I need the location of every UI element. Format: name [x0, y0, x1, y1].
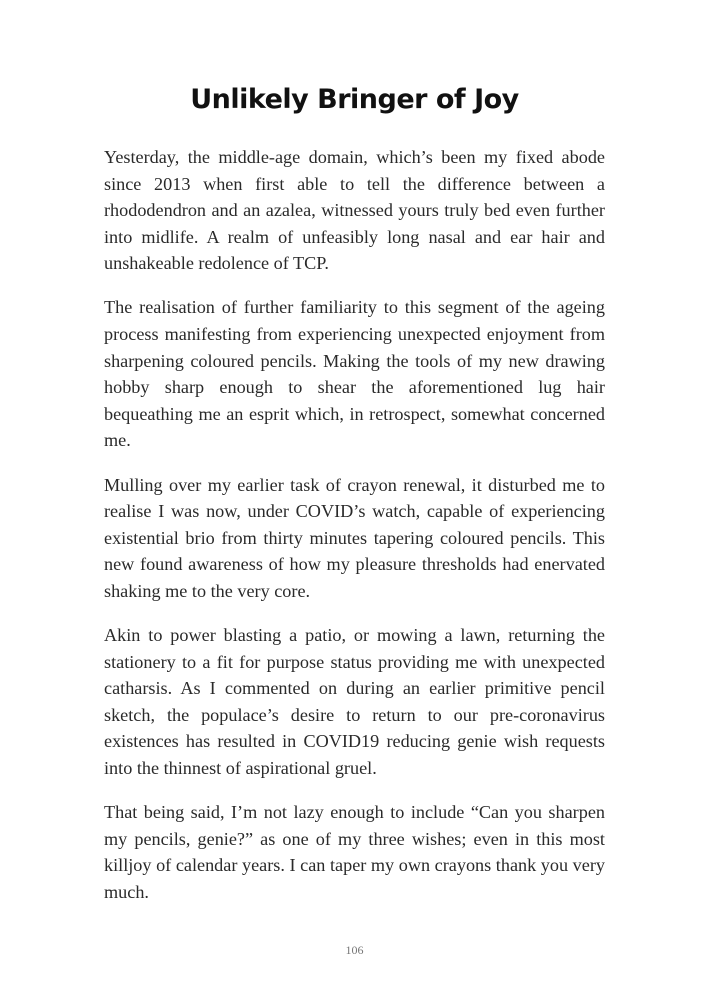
- paragraph: Mulling over my earlier task of crayon renewal, it disturbed me to realise I was now, under COVID’s watch, capable of experiencing existential brio from thirty minutes tapering coloured pencils. This new found awareness of how my pleasure thresholds had enervated shaking me to the very core.: [104, 474, 605, 601]
- body-text: [104, 144, 605, 923]
- paragraph: That being said, I’m not lazy enough to include “Can you sharpen my pencils, genie?” as one of my three wishes; even in this most killjoy of calendar years. I can taper my own crayons thank you very much.: [104, 802, 605, 902]
- page-number: 106: [345, 943, 364, 957]
- paragraph: The realisation of further familiarity to this segment of the ageing process manifesting from experiencing unexpected enjoyment from sharpening coloured pencils. Making the tools of my new drawing hobby sharp enough to shear the aforementioned lug hair bequeathing me an esprit which, in retrospect, somewhat concerned me.: [104, 297, 605, 451]
- paragraph: Yesterday, the middle-age domain, which’s been my fixed abode since 2013 when first able to tell the difference between a rhododendron and an azalea, witnessed yours truly bed even further into midlife. A realm of unfeasibly long nasal and ear hair and unshakeable redolence of TCP.: [104, 147, 605, 274]
- paragraph: Akin to power blasting a patio, or mowing a lawn, returning the stationery to a fit for purpose status providing me with unexpected catharsis. As I commented on during an earlier primitive pencil sketch, the populace’s desire to return to our pre-coronavirus existences has resulted in COVID19 reducing genie wish requests into the thinnest of aspirational gruel.: [104, 625, 605, 778]
- page-title: Unlikely Bringer of Joy: [190, 84, 519, 115]
